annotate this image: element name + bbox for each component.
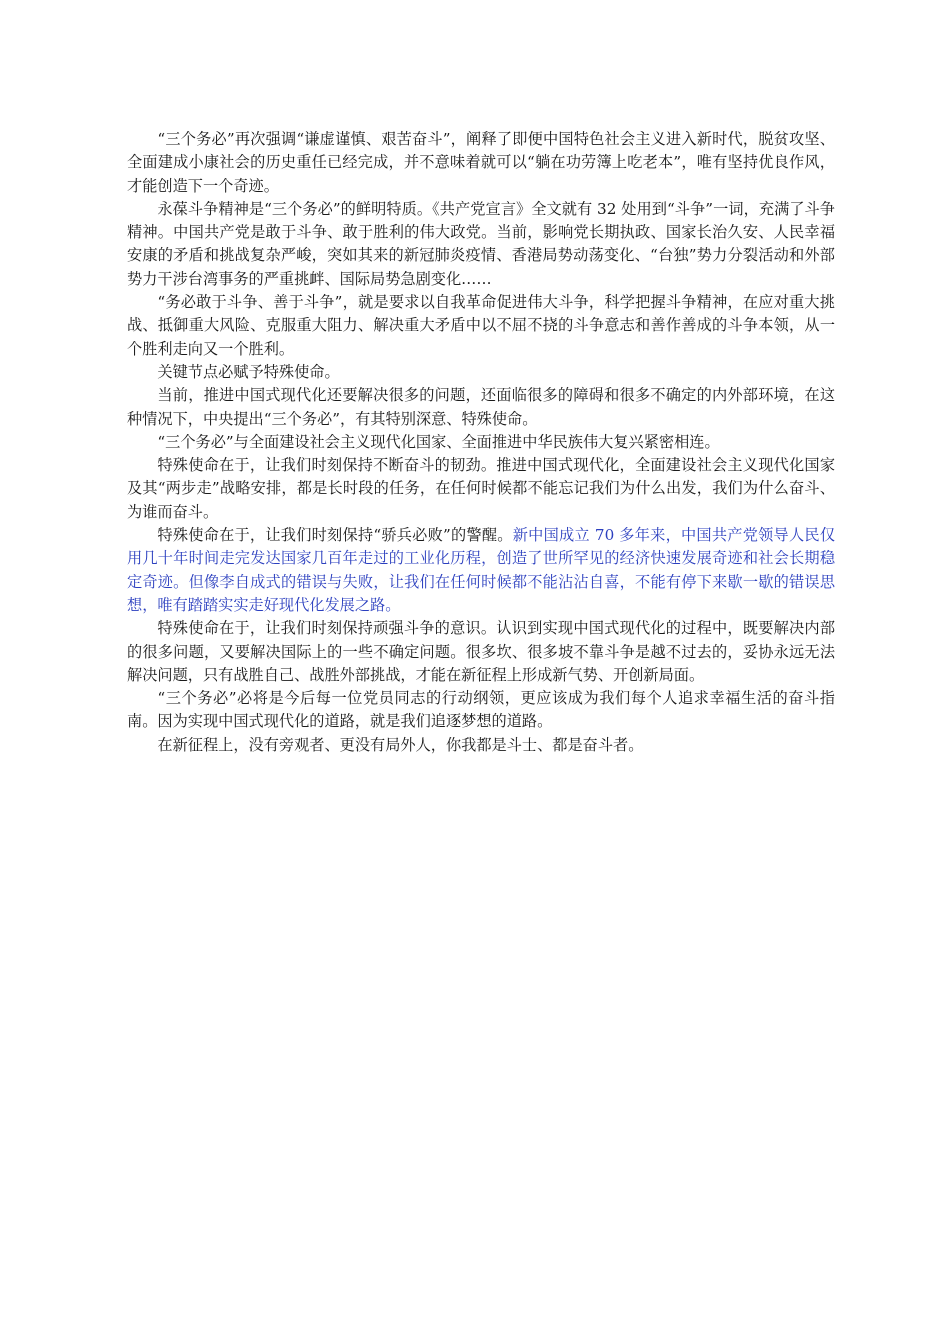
paragraph-text: “务必敢于斗争、善于斗争”，就是要求以自我革命促进伟大斗争，科学把握斗争精神，在应对重大挑战、抵御重大风险、克服重大阻力、解决重大矛盾中以不屈不挠的斗争意志和善作善成的斗争本领，从一个胜利走向又一个胜利。 [127,293,835,358]
paragraph-11 [127,734,835,757]
paragraph-text: “三个务必”必将是今后每一位党员同志的行动纲领，更应该成为我们每个人追求幸福生活的奋斗指南。因为实现中国式现代化的道路，就是我们追逐梦想的道路。 [127,689,835,731]
paragraph-1 [127,128,835,198]
paragraph-10 [127,687,835,734]
paragraph-6 [127,431,835,454]
paragraph-text: 特殊使命在于，让我们时刻保持“骄兵必败”的警醒。 [157,526,513,545]
highlighted-text: 新中国成立 70 多年来，中国共产党领导人民仅用几十年时间走完发达国家几百年走过的工业化历程，创造了世所罕见的经济快速发展奇迹和社会长期稳定奇迹。但像李自成式的错误与失败，让我们在任何时候都不能沾沾自喜，不能有停下来歇一歇的错误思想，唯有踏踏实实走好现代化发展之路。 [127,526,836,614]
paragraph-3 [127,291,835,361]
paragraph-5 [127,384,835,431]
paragraph-text: 特殊使命在于，让我们时刻保持顽强斗争的意识。认识到实现中国式现代化的过程中，既要解决内部的很多问题，又要解决国际上的一些不确定问题。很多坎、很多坡不靠斗争是越不过去的，妥协永远无法解决问题，只有战胜自己、战胜外部挑战，才能在新征程上形成新气势、开创新局面。 [127,619,835,684]
paragraph-text: 关键节点必赋予特殊使命。 [157,362,340,381]
paragraph-text: 在新征程上，没有旁观者、更没有局外人，你我都是斗士、都是奋斗者。 [157,735,644,754]
paragraph-2 [127,198,835,291]
paragraph-text: 永葆斗争精神是“三个务必”的鲜明特质。《共产党宣言》全文就有 32 处用到“斗争”一词，充满了斗争精神。中国共产党是敢于斗争、敢于胜利的伟大政党。当前，影响党长期执政、国家长治久安、人民幸福安康的矛盾和挑战复杂严峻，突如其来的新冠肺炎疫情、香港局势动荡变化、“台独”势力分裂活动和外部势力干涉台湾事务的严重挑衅、国际局势急剧变化…… [127,199,835,288]
paragraph-text: 特殊使命在于，让我们时刻保持不断奋斗的韧劲。推进中国式现代化，全面建设社会主义现代化国家及其“两步走”战略安排，都是长时段的任务，在任何时候都不能忘记我们为什么出发，我们为什么奋斗、为谁而奋斗。 [127,456,835,521]
document-body [127,128,835,757]
paragraph-4 [127,361,835,384]
paragraph-text: “三个务必”与全面建设社会主义现代化国家、全面推进中华民族伟大复兴紧密相连。 [157,432,720,451]
paragraph-text: 当前，推进中国式现代化还要解决很多的问题，还面临很多的障碍和很多不确定的内外部环境，在这种情况下，中央提出“三个务必”，有其特别深意、特殊使命。 [127,386,835,428]
paragraph-8 [127,524,835,617]
paragraph-text: “三个务必”再次强调“谦虚谨慎、艰苦奋斗”，阐释了即便中国特色社会主义进入新时代，脱贫攻坚、全面建成小康社会的历史重任已经完成，并不意味着就可以“躺在功劳簿上吃老本”，唯有坚持优良作风，才能创造下一个奇迹。 [127,130,835,195]
paragraph-7 [127,454,835,524]
paragraph-9 [127,617,835,687]
